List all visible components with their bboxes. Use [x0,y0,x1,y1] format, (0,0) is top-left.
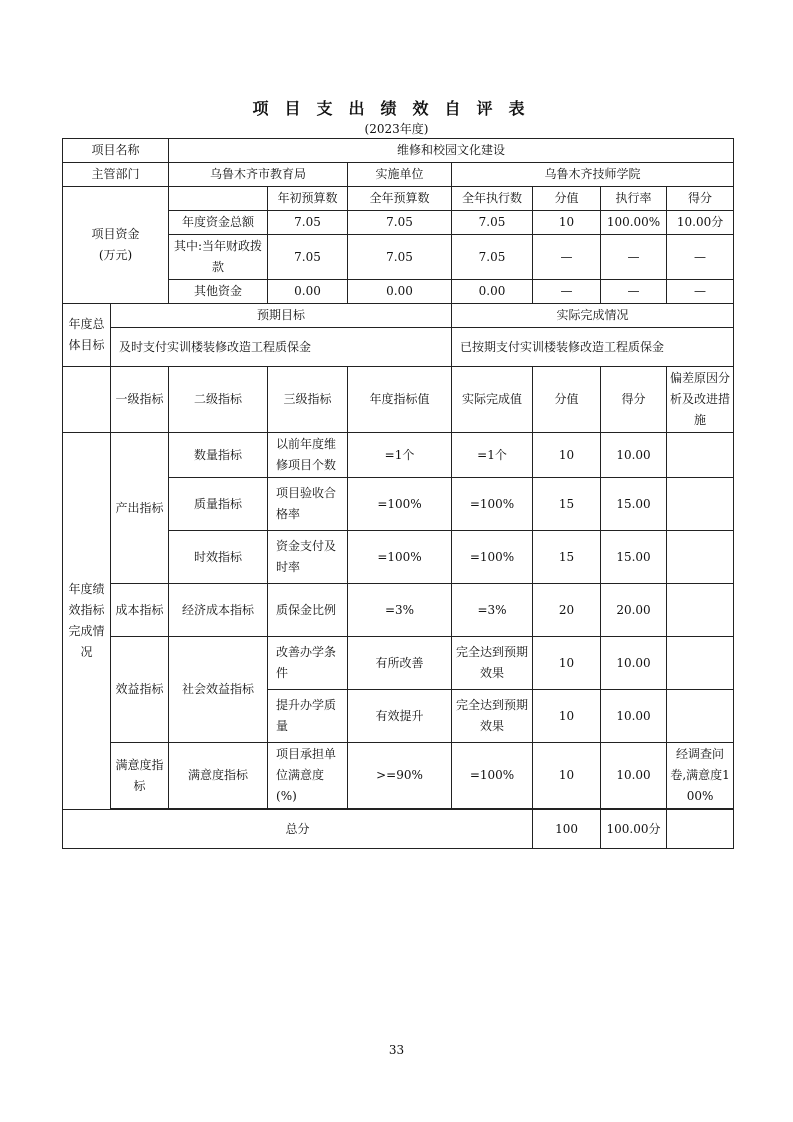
header-target: 年度指标值 [348,367,452,433]
indicator-score: 10.00 [601,637,667,690]
funds-score: 10.00分 [667,211,734,235]
header-exec-rate: 执行率 [601,187,667,211]
total-row [63,810,734,849]
header-score: 得分 [667,187,734,211]
funds-rate: 100.00% [601,211,667,235]
performance-table [62,138,734,849]
benefit-level2: 社会效益指标 [169,637,268,743]
indicator-target: 有效提升 [348,690,452,743]
indicator-deviation [667,637,734,690]
funds-header-blank [169,187,268,211]
header-level1: 一级指标 [111,367,169,433]
funds-exec: 7.05 [452,235,533,280]
dept-value: 乌鲁木齐市教育局 [169,163,348,187]
cost-level1: 成本指标 [111,584,169,637]
indicator-level3: 项目承担单位满意度(%) [268,743,348,809]
satisfaction-level1: 满意度指标 [111,743,169,809]
goals-header-row [63,304,734,328]
output-level1: 产出指标 [111,433,169,584]
impl-value: 乌鲁木齐技师学院 [452,163,734,187]
funds-score: — [667,280,734,304]
header-value: 分值 [533,367,601,433]
indicator-actual: 完全达到预期效果 [452,690,533,743]
document-title: 项目支出绩效自评表 [252,99,541,118]
indicator-value: 10 [533,743,601,809]
indicator-actual: =3% [452,584,533,637]
funds-rate: — [601,235,667,280]
indicator-deviation: 经调查问卷,满意度100% [667,743,734,809]
year-note: (2023年度) [364,122,429,136]
impl-label: 实施单位 [348,163,452,187]
indicator-deviation [667,478,734,531]
indicator-actual: =100% [452,743,533,809]
indicator-value: 20 [533,584,601,637]
funds-row-label: 其中:当年财政拨款 [169,235,268,280]
indicators-label: 年度绩效指标完成情况 [63,433,111,810]
project-name-value: 维修和校园文化建设 [169,139,734,163]
funds-budget: 7.05 [348,211,452,235]
header-score: 得分 [601,367,667,433]
funds-label-line1: 项目资金 [91,227,140,241]
funds-rate: — [601,280,667,304]
indicator-target: =100% [348,478,452,531]
indicator-deviation [667,433,734,478]
indicators-header-row [63,367,734,433]
indicator-target: =3% [348,584,452,637]
department-row [63,163,734,187]
funds-value: — [533,280,601,304]
indicator-level2: 质量指标 [169,478,268,531]
benefit-level1: 效益指标 [111,637,169,743]
indicator-level3: 以前年度维修项目个数 [268,433,348,478]
indicator-level2: 满意度指标 [169,743,268,809]
header-full-year-exec: 全年执行数 [452,187,533,211]
funds-budget: 7.05 [348,235,452,280]
indicator-score: 20.00 [601,584,667,637]
goals-actual-header: 实际完成情况 [452,304,734,328]
indicator-level3: 提升办学质量 [268,690,348,743]
indicator-actual: =100% [452,531,533,584]
indicator-level2: 时效指标 [169,531,268,584]
indicator-score: 15.00 [601,478,667,531]
header-deviation: 偏差原因分析及改进措施 [667,367,734,433]
indicator-value: 10 [533,433,601,478]
page-number: 33 [388,1043,405,1057]
indicator-actual: 完全达到预期效果 [452,637,533,690]
funds-label-line2: (万元) [98,248,133,262]
indicator-target: =1个 [348,433,452,478]
indicator-value: 10 [533,690,601,743]
total-deviation [667,810,734,849]
indicator-row-benefit-1 [63,637,734,690]
funds-score: — [667,235,734,280]
funds-value: — [533,235,601,280]
total-score: 100.00分 [601,810,667,849]
indicator-value: 15 [533,478,601,531]
goals-label: 年度总体目标 [63,304,111,367]
indicator-score: 10.00 [601,690,667,743]
project-name-label: 项目名称 [63,139,169,163]
header-score-value: 分值 [533,187,601,211]
indicator-target: 有所改善 [348,637,452,690]
header-full-year-budget: 全年预算数 [348,187,452,211]
total-label: 总分 [63,810,533,849]
goals-expected-header: 预期目标 [111,304,452,328]
goals-actual: 已按期支付实训楼装修改造工程质保金 [452,328,734,367]
indicator-level3: 质保金比例 [268,584,348,637]
indicator-actual: =1个 [452,433,533,478]
funds-label [63,187,169,304]
funds-header-row [63,187,734,211]
funds-exec: 7.05 [452,211,533,235]
header-initial-budget: 年初预算数 [268,187,348,211]
header-actual: 实际完成值 [452,367,533,433]
indicator-level3: 资金支付及时率 [268,531,348,584]
indicator-value: 15 [533,531,601,584]
indicator-row-cost [63,584,734,637]
funds-initial: 7.05 [268,235,348,280]
indicator-deviation [667,531,734,584]
indicator-actual: =100% [452,478,533,531]
indicator-score: 10.00 [601,743,667,809]
funds-initial: 7.05 [268,211,348,235]
indicator-level3: 改善办学条件 [268,637,348,690]
indicator-row-satisfaction [63,743,734,809]
header-level3: 三级指标 [268,367,348,433]
indicator-row-quantity [63,433,734,478]
dept-label: 主管部门 [63,163,169,187]
funds-value: 10 [533,211,601,235]
goals-expected: 及时支付实训楼装修改造工程质保金 [111,328,452,367]
indicator-deviation [667,584,734,637]
indicators-header-blank [63,367,111,433]
indicator-deviation [667,690,734,743]
indicator-target: =100% [348,531,452,584]
indicator-target: >=90% [348,743,452,809]
project-name-row [63,139,734,163]
funds-initial: 0.00 [268,280,348,304]
funds-row-label: 其他资金 [169,280,268,304]
indicator-level2: 经济成本指标 [169,584,268,637]
indicator-value: 10 [533,637,601,690]
funds-row-label: 年度资金总额 [169,211,268,235]
goals-content-row [63,328,734,367]
indicator-score: 10.00 [601,433,667,478]
indicator-score: 15.00 [601,531,667,584]
funds-exec: 0.00 [452,280,533,304]
funds-budget: 0.00 [348,280,452,304]
total-value: 100 [533,810,601,849]
header-level2: 二级指标 [169,367,268,433]
indicator-level3: 项目验收合格率 [268,478,348,531]
indicator-level2: 数量指标 [169,433,268,478]
